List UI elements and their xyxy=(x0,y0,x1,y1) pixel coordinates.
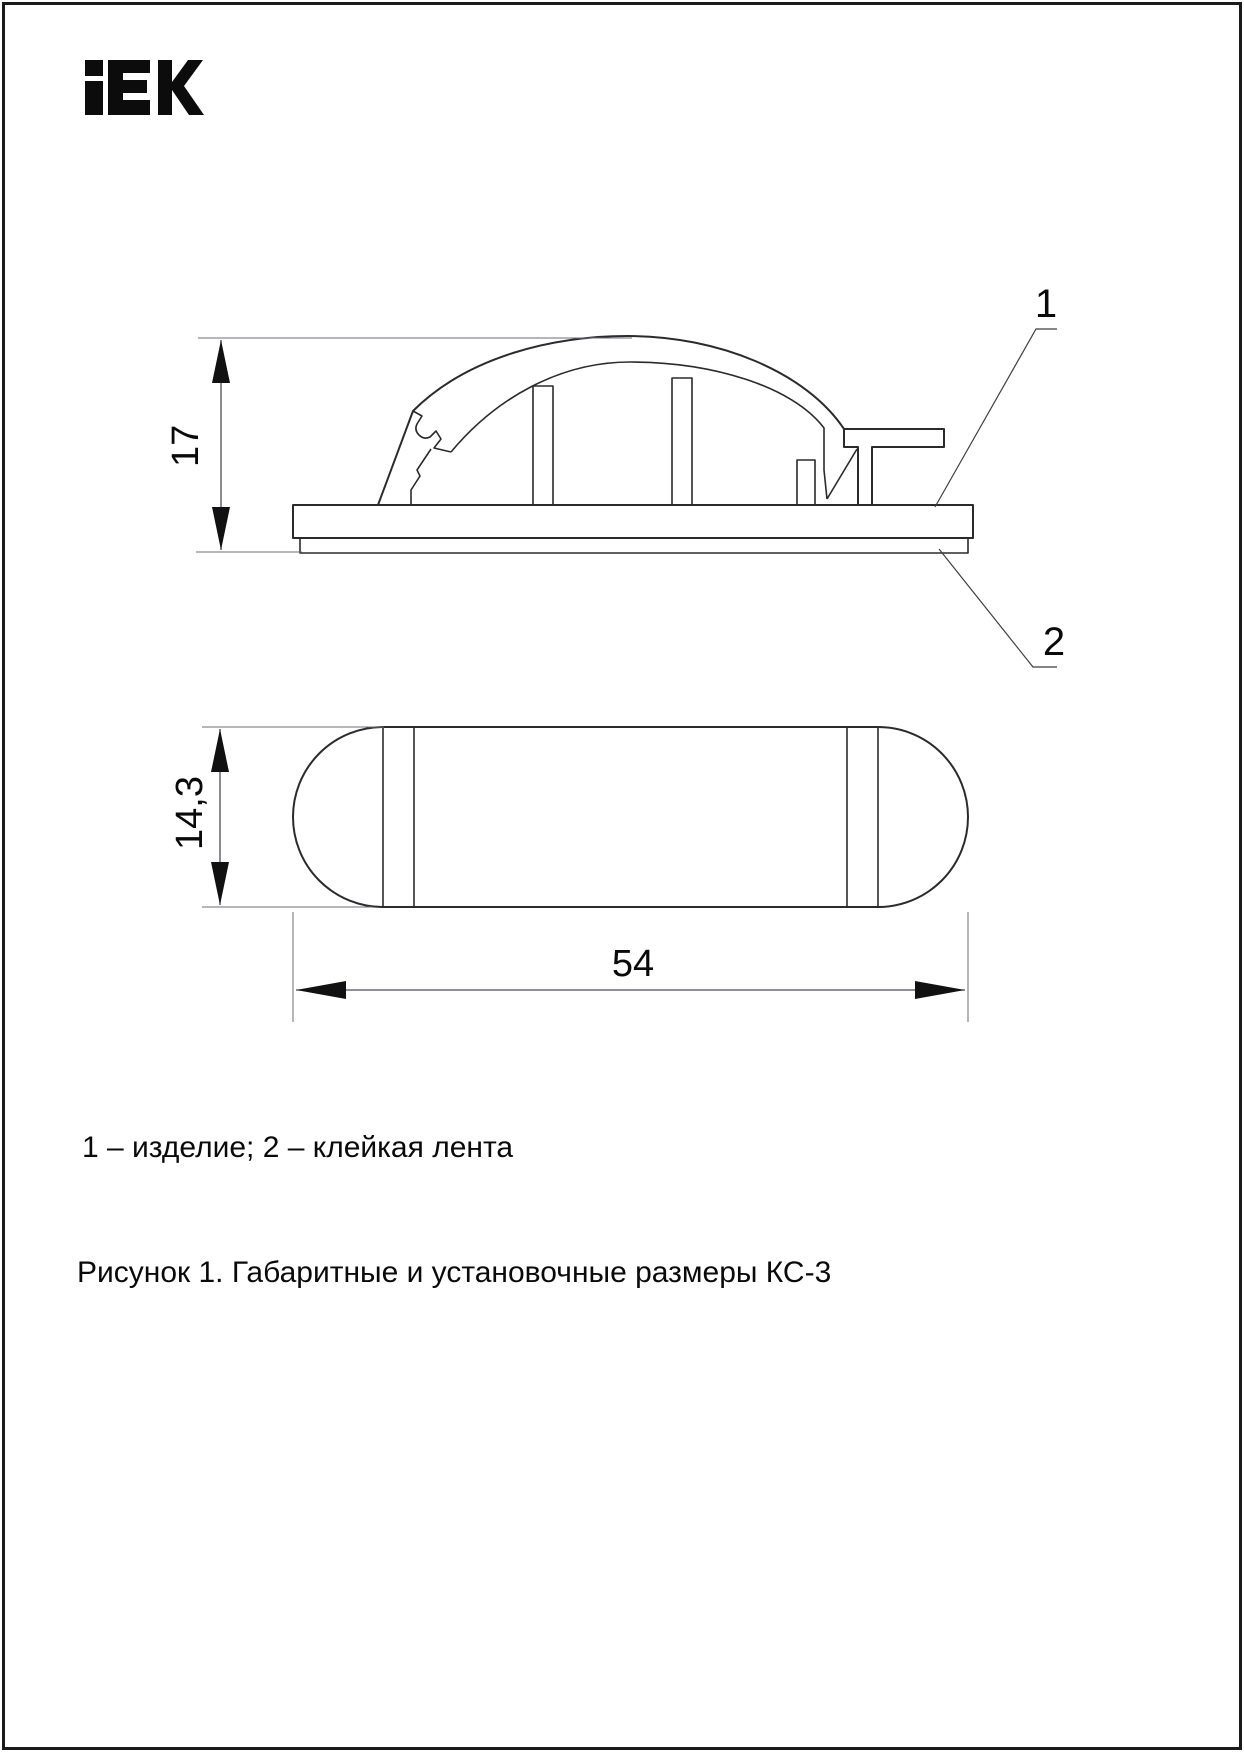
arrow-up-icon xyxy=(211,729,229,772)
arrow-left-icon xyxy=(296,981,346,999)
arrow-up-icon xyxy=(212,340,230,383)
callout-1-label: 1 xyxy=(1034,282,1058,326)
figure-caption: Рисунок 1. Габаритные и установочные размеры КС-3 xyxy=(77,1256,832,1289)
dimension-length-54 xyxy=(293,912,968,1022)
callout-2 xyxy=(939,549,1065,667)
dimension-width-14-3 xyxy=(169,727,384,907)
arrow-down-icon xyxy=(211,862,229,905)
dim-label-14-3: 14,3 xyxy=(169,776,211,850)
arrow-down-icon xyxy=(212,507,230,550)
dim-label-17: 17 xyxy=(165,424,207,467)
arrow-right-icon xyxy=(915,981,965,999)
post-middle xyxy=(672,378,692,505)
clip-outer-arch xyxy=(378,336,844,505)
dim-label-54: 54 xyxy=(611,943,655,985)
side-view-drawing xyxy=(165,282,1065,667)
latch-diagonal-lip xyxy=(827,449,857,499)
iek-logo xyxy=(85,60,204,115)
legend-text: 1 – изделие; 2 – клейкая лента xyxy=(82,1131,514,1164)
adhesive-tape-layer xyxy=(300,538,968,553)
callout-2-leader xyxy=(939,549,1057,667)
clip-inner-left-wall xyxy=(411,449,431,505)
clip-inner-arch xyxy=(451,362,827,499)
top-view-outline xyxy=(293,727,968,907)
post-left xyxy=(533,386,553,505)
post-small xyxy=(797,460,815,505)
callout-1 xyxy=(935,282,1057,507)
latch-t-bar xyxy=(844,429,944,505)
base-plate xyxy=(293,505,973,538)
callout-2-label: 2 xyxy=(1042,620,1066,664)
callout-1-leader xyxy=(935,329,1057,507)
dimension-height-17 xyxy=(165,338,632,552)
top-view-drawing xyxy=(169,727,968,1022)
clip-mouth-detail xyxy=(413,411,451,452)
